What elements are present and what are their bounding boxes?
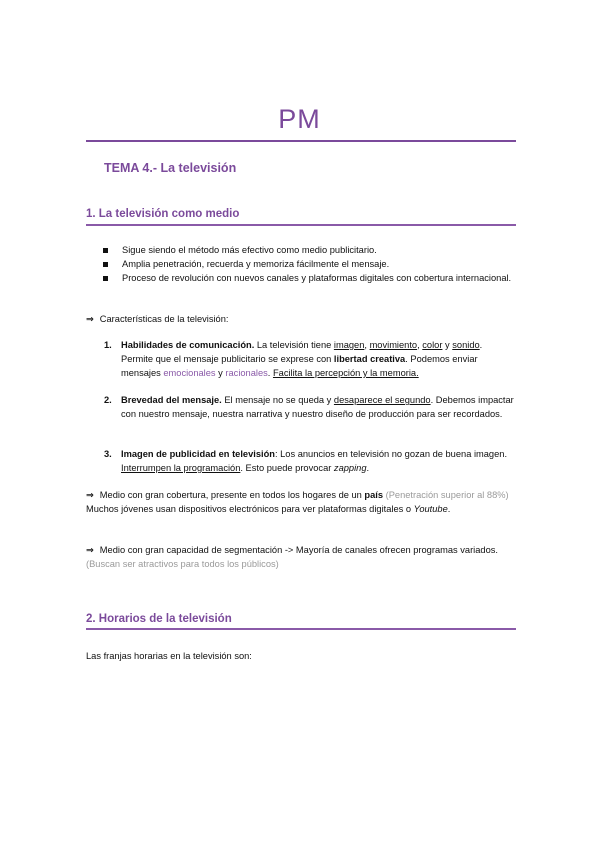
underlined-text: desaparece el segundo	[333, 395, 431, 405]
underlined-text: Facilita la percepción y la memoria.	[272, 368, 419, 378]
item-text: . Permite que el mensaje publicitario se exprese con	[121, 340, 483, 364]
item-text: El mensaje no se queda y	[221, 395, 334, 405]
item-text: .	[267, 368, 273, 378]
item-body	[121, 338, 514, 380]
arrow-icon: ⇒	[86, 490, 94, 500]
intro-text: Características de la televisión:	[99, 314, 229, 324]
item-number: 2.	[104, 395, 112, 405]
note-text: Medio con gran capacidad de segmentación -> Mayoría de canales ofrecen programas variados.	[99, 545, 498, 555]
underlined-text: movimiento	[369, 340, 418, 350]
underlined-text: imagen	[333, 340, 365, 350]
gray-note: (Penetración superior al 88%)	[383, 490, 509, 500]
italic-text: Youtube	[413, 504, 448, 514]
item-text: y	[215, 368, 226, 378]
section-1-heading: 1. La televisión como medio	[86, 208, 240, 220]
underlined-text: Interrumpen la programación	[121, 463, 241, 473]
item-text: . Debemos impactar con nuestro mensaje, nuestra narrativa y nuestro diseño de producción para ser recordados.	[121, 395, 514, 419]
topic-subtitle: TEMA 4.- La televisión	[104, 161, 237, 175]
arrow-icon: ⇒	[86, 545, 94, 555]
item-number: 1.	[104, 340, 112, 350]
item-text: ,	[364, 340, 370, 350]
italic-text: zapping	[333, 463, 367, 473]
bullet-text: Sigue siendo el método más efectivo como medio publicitario.	[122, 245, 377, 255]
numbered-item	[104, 338, 514, 380]
underlined-text: color	[422, 340, 443, 350]
section-2-divider	[86, 628, 516, 630]
characteristics-intro	[86, 312, 516, 326]
item-body	[121, 393, 514, 421]
bold-text: país	[364, 490, 384, 500]
coverage-note	[86, 488, 516, 516]
item-text: . Esto puede provocar	[240, 463, 334, 473]
highlighted-text: emocionales	[163, 368, 216, 378]
highlighted-text: racionales	[225, 368, 268, 378]
item-number: 3.	[104, 449, 112, 459]
gray-note: (Buscan ser atractivos para todos los públicos)	[86, 559, 279, 569]
item-text: .	[366, 463, 370, 473]
item-title: Habilidades de comunicación.	[121, 340, 255, 350]
item-text: y	[442, 340, 453, 350]
item-text: ,	[417, 340, 423, 350]
schedule-intro: Las franjas horarias en la televisión son:	[86, 651, 252, 661]
square-bullet-icon	[103, 262, 108, 267]
title-divider	[86, 140, 516, 142]
bold-text: libertad creativa	[333, 354, 406, 364]
item-text: : Los anuncios en televisión no gozan de buena imagen.	[274, 449, 508, 459]
item-body	[121, 447, 514, 475]
bullet-list	[103, 243, 513, 285]
numbered-item	[104, 393, 514, 421]
list-item	[103, 257, 513, 271]
square-bullet-icon	[103, 248, 108, 253]
segmentation-note	[86, 543, 516, 571]
item-text: . Podemos enviar mensajes	[121, 354, 478, 378]
note-text: Muchos jóvenes usan dispositivos electrónicos para ver plataformas digitales o	[86, 504, 414, 514]
page-title: PM	[278, 104, 321, 134]
arrow-icon: ⇒	[86, 314, 94, 324]
note-text: Medio con gran cobertura, presente en todos los hogares de un	[99, 490, 365, 500]
numbered-item	[104, 447, 514, 475]
item-text: La televisión tiene	[254, 340, 334, 350]
section-2-heading: 2. Horarios de la televisión	[86, 613, 232, 625]
square-bullet-icon	[103, 276, 108, 281]
item-title: Imagen de publicidad en televisión	[121, 449, 275, 459]
item-title: Brevedad del mensaje.	[121, 395, 222, 405]
underlined-text: sonido	[452, 340, 480, 350]
list-item	[103, 243, 513, 257]
bullet-text: Proceso de revolución con nuevos canales y plataformas digitales con cobertura internacional.	[122, 273, 512, 283]
note-text: .	[447, 504, 451, 514]
section-1-divider	[86, 224, 516, 226]
bullet-text: Amplia penetración, recuerda y memoriza fácilmente el mensaje.	[122, 259, 390, 269]
list-item	[103, 271, 513, 285]
